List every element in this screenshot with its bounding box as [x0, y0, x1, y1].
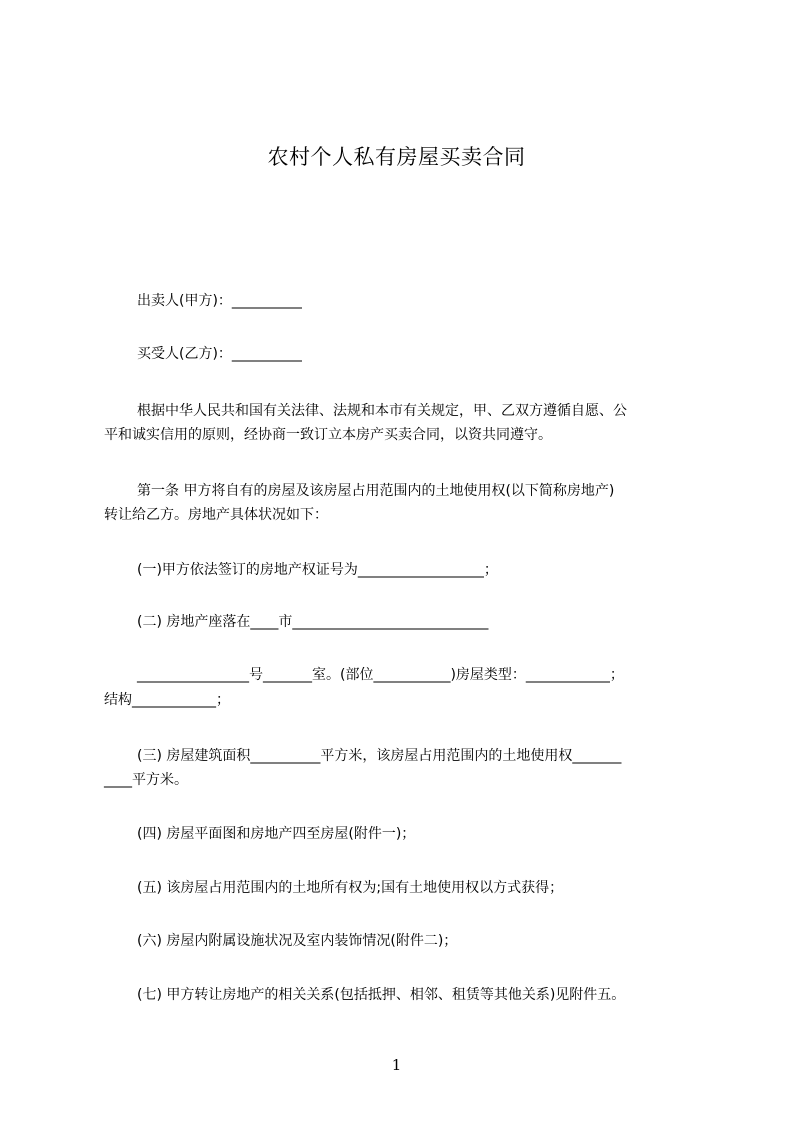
- item-two-line-3: 结构____________；: [104, 692, 230, 708]
- page-number: 1: [391, 1056, 402, 1074]
- buyer-line: 买受人(乙方)：__________: [137, 346, 302, 362]
- item-two-line-2: ________________号_______室。(部位___________)房屋类型：____________；: [137, 667, 624, 683]
- item-five-line: (五) 该房屋占用范围内的土地所有权为;国有土地使用权以方式获得；: [137, 880, 564, 896]
- item-three-line-2: ____平方米。: [104, 772, 188, 788]
- article-one-line-1: 第一条 甲方将自有的房屋及该房屋占用范围内的土地使用权(以下简称房地产): [137, 483, 615, 499]
- preamble-line-1: 根据中华人民共和国有关法律、法规和本市有关规定，甲、乙双方遵循自愿、公: [137, 403, 627, 419]
- item-three-line-1: (三) 房屋建筑面积__________平方米，该房屋占用范围内的土地使用权_______: [137, 748, 622, 764]
- preamble-line-2: 平和诚实信用的原则，经协商一致订立本房产买卖合同，以资共同遵守。: [104, 427, 552, 443]
- article-one-line-2: 转让给乙方。房地产具体状况如下：: [104, 507, 328, 523]
- item-two-line-1: (二) 房地产座落在____市____________________________: [137, 614, 489, 630]
- item-seven-line: (七) 甲方转让房地产的相关关系(包括抵押、相邻、租赁等其他关系)见附件五。: [137, 987, 626, 1003]
- document-title: 农村个人私有房屋买卖合同: [267, 145, 526, 169]
- item-four-line: (四) 房屋平面图和房地产四至房屋(附件一)；: [137, 826, 416, 842]
- item-six-line: (六) 房屋内附属设施状况及室内装饰情况(附件二)；: [137, 933, 458, 949]
- seller-line: 出卖人(甲方)：__________: [137, 293, 302, 309]
- item-one-line: (一)甲方依法签订的房地产权证号为__________________；: [137, 562, 498, 578]
